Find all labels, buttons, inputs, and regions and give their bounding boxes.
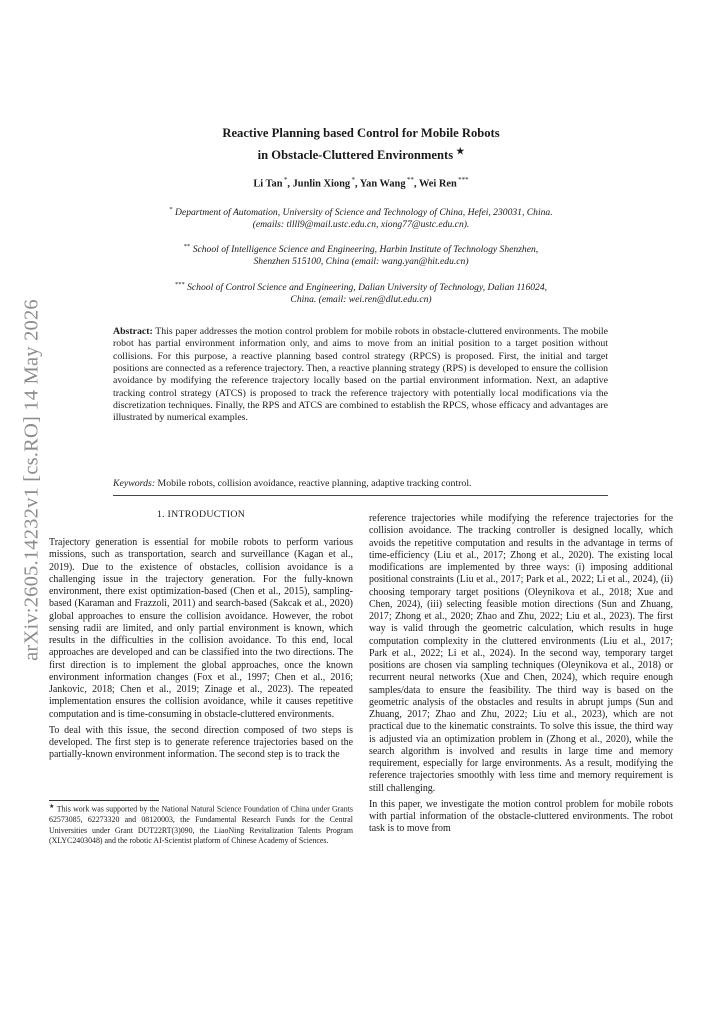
title-line-2-text: in Obstacle-Cluttered Environments [257,148,454,163]
author-4: Wei Ren [418,178,457,190]
affiliation-2-text: School of Intelligence Science and Engineering, Harbin Institute of Technology Shenzhen, Shenzhen 515100, China (email: wang.yan@hit.edu.cn) [192,244,539,268]
footnote-divider [49,800,159,801]
title-line-1: Reactive Planning based Control for Mobile Robots [222,126,500,140]
intro-paragraph-4: In this paper, we investigate the motion control problem for mobile robots with partial information of the obstacle-cluttered environments. The robot task is to move from [369,798,673,835]
keywords-label: Keywords: [113,478,156,489]
author-2: Junlin Xiong [292,178,351,190]
author-3: Yan Wang [359,178,406,190]
footnote-text: This work was supported by the National Natural Science Foundation of China under Grants 62573085, 62273320 and 08120003, the Fundamental Research Funds for the Central Universities under Grant DUT22RT(3)090, the LiaoNing Revitalization Talents Program (XLYC2403048) and the robotic AI-Scientist platform of Chinese Academy of Sciences. [49,804,353,846]
affiliation-3 [165,279,557,307]
right-column [369,513,673,836]
author-1: Li Tan [253,178,283,190]
paper-title [120,124,602,164]
left-column [49,537,353,762]
affiliation-1-text: Department of Automation, University of Science and Technology of China, Hefei, 230031, China. (emails: tllll9@mail.ustc.edu.cn, xiong77@ustc.edu.cn). [175,207,553,231]
abstract-text: This paper addresses the motion control problem for mobile robots in obstacle-cluttered environments. The mobile robot has partial environment information only, and aims to move from an initial position to a target position without collisions. For this purpose, a reactive planning based control strategy (RPCS) is proposed. First, the initial and target positions are connected as a reference trajectory. Then, a reactive planning strategy (RPS) is developed to ensure the collision avoidance by modifying the reference trajectory locally based on the partial environment information. Next, an adaptive tracking control strategy (ATCS) is proposed to track the reference trajectory with potentially local modifications via the discretization techniques. Finally, the RPS and ATCS are combined to establish the RPCS, whose efficacy and advantages are illustrated by numerical examples. [113,326,609,424]
intro-paragraph-2: To deal with this issue, the second direction composed of two steps is developed. The first step is to generate reference trajectories based on the partially-known environment information. The second step is to track the [49,724,353,761]
intro-paragraph-3: reference trajectories while modifying the reference trajectories for the collision avoidance. The tracking controller is designed locally, which avoids the repetitive computation and results in the advantage in terms of time-efficiency (Liu et al., 2017; Zhong et al., 2020). The existing local modifications are implemented by three ways: (i) imposing additional positional constraints (Liu et al., 2017; Park et al., 2022; Li et al., 2024), (ii) choosing temporary target positions (Oleynikova et al., 2018; Xue and Chen, 2024), (iii) selecting feasible motion directions (Sun and Zhuang, 2017; Zhong et al., 2020; Zhao and Zhu, 2022; Liu et al., 2023). The first way is valid through the geometric calculation, which results in huge computation complexity in the cluttered environments (Liu et al., 2017; Park et al., 2022; Li et al., 2024). In the second way, temporary target positions are chosen via sampling techniques (Oleynikova et al., 2018) or recurrent neural networks (Xue and Chen, 2024), which require enough samples/data to ensure the feasibility. The third way is based on the geometric analysis of the obstacles and results in abrupt jumps (Sun and Zhuang, 2017; Zhao and Zhu, 2022; Liu et al., 2023), which are not practical due to the kinematic constraints. To solve this issue, the third way is adjusted via an optimization problem in (Zhong et al., 2020), while the search algorithm is involved and results in large time and memory requirement, especially for large environments. As a result, modifying the reference trajectories smoothly with less time and memory requirement is still challenging. [369,513,673,794]
author-1-mark: * [282,176,288,184]
abstract-divider [113,495,608,496]
abstract [113,326,608,425]
affiliation-3-mark: *** [174,281,185,288]
affiliation-1-mark: * [169,206,173,213]
title-line-2 [120,142,602,164]
affiliation-3-text: School of Control Science and Engineering, Dalian University of Technology, Dalian 116024, China. (email: wei.ren@dlut.edu.cn) [187,282,548,306]
funding-footnote [49,802,353,847]
affiliation-2 [165,241,557,269]
author-3-mark: ** [405,176,414,184]
title-star-marker: ★ [456,146,465,156]
keywords-text: Mobile robots, collision avoidance, reactive planning, adaptive tracking control. [157,478,472,489]
affiliation-1 [165,204,557,232]
affiliation-2-mark: ** [183,243,191,250]
abstract-label: Abstract: [113,326,153,337]
author-2-mark: * [350,176,355,184]
keywords [113,478,608,490]
footnote-star-marker: ★ [49,804,55,810]
intro-paragraph-1: Trajectory generation is essential for mobile robots to perform various missions, such as transportation, search and surveillance (Kagan et al., 2019). Due to the existence of obstacles, collision avoidance is a challenging issue in the trajectory generation. For the fully-known environment, there exist optimization-based (Chen et al., 2015), sampling-based (Karaman and Frazzoli, 2011) and search-based (Sakcak et al., 2020) global approaches to ensure the collision avoidance. However, the robot sensing radii are limited, and only partial environment is known, which results in the difficulties in the collision avoidance. To this end, local approaches are developed and can be classified into the two directions. The first direction is to implement the global approaches, once the known environment information changes (Fox et al., 1997; Chen et al., 2016; Jankovic, 2018; Chen et al., 2019; Zinage et al., 2023). The repeated implementation ensures the collision avoidance, while it causes repetitive computation and is time-consuming in obstacle-cluttered environments. [49,537,353,720]
author-list: Li Tan *, Junlin Xiong *, Yan Wang **, Wei Ren *** [253,176,469,190]
section-heading-introduction: 1. INTRODUCTION [156,509,246,520]
arxiv-identifier: arXiv:2605.14232v1 [cs.RO] 14 May 2026 [20,299,43,661]
author-4-mark: *** [456,176,469,184]
